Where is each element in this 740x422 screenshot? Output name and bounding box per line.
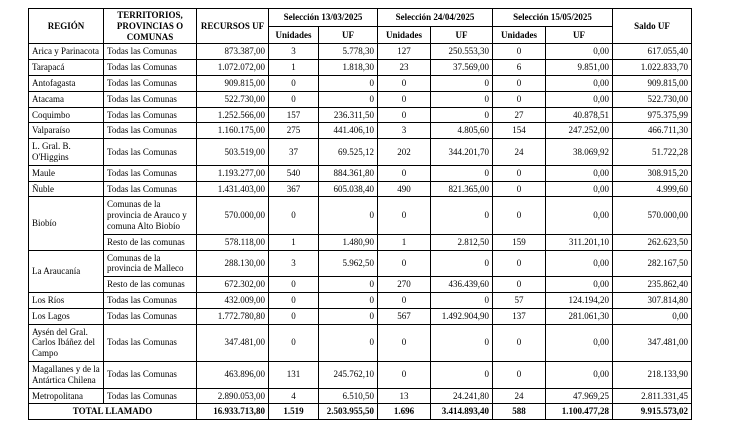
territorio-cell: Todas las Comunas: [104, 44, 197, 60]
territorio-cell: Todas las Comunas: [104, 165, 197, 181]
table-footer: [29, 404, 692, 420]
saldo-uf-cell: 617.055,40: [613, 44, 692, 60]
unidades-cell: 367: [269, 181, 319, 197]
uf-cell: 69.525,12: [319, 139, 378, 166]
uf-cell: 0,00: [546, 75, 613, 91]
saldo-uf-cell: 4.999,60: [613, 181, 692, 197]
unidades-cell: 0: [269, 91, 319, 107]
unidades-cell: 0: [378, 361, 431, 388]
region-cell: Maule: [29, 165, 104, 181]
region-cell: Magallanes y de la Antártica Chilena: [29, 361, 104, 388]
region-cell: Metropolitana: [29, 388, 104, 404]
uf-cell: 0: [319, 324, 378, 361]
table-row: [29, 165, 692, 181]
saldo-uf-cell: 262.623,50: [613, 234, 692, 250]
unidades-cell: 0: [378, 75, 431, 91]
uf-cell: 311.201,10: [546, 234, 613, 250]
total-label: TOTAL LLAMADO: [29, 404, 197, 420]
uf-cell: 0: [319, 277, 378, 293]
unidades-cell: 0: [269, 292, 319, 308]
unidades-cell: 159: [493, 234, 546, 250]
region-cell: Coquimbo: [29, 107, 104, 123]
unidades-cell: 0: [493, 250, 546, 277]
saldo-uf-cell: 282.167,50: [613, 250, 692, 277]
uf-cell: 247.252,00: [546, 123, 613, 139]
territorio-cell: Comunas de la provincia de Malleco: [104, 250, 197, 277]
table-row: [29, 361, 692, 388]
unidades-cell: 270: [378, 277, 431, 293]
recursos-uf-cell: 2.890.053,00: [197, 388, 269, 404]
territorio-cell: Todas las Comunas: [104, 107, 197, 123]
uf-cell: 0,00: [546, 181, 613, 197]
recursos-uf-cell: 909.815,00: [197, 75, 269, 91]
unidades-cell: 157: [269, 107, 319, 123]
saldo-uf-cell: 2.811.331,45: [613, 388, 692, 404]
uf-cell: 821.365,00: [431, 181, 493, 197]
unidades-cell: 6: [493, 60, 546, 76]
unidades-cell: 0: [269, 75, 319, 91]
table-row: [29, 44, 692, 60]
unidades-cell: 540: [269, 165, 319, 181]
uf-cell: 0: [431, 197, 493, 234]
uf-cell: 0: [319, 75, 378, 91]
territorio-cell: Todas las Comunas: [104, 388, 197, 404]
unidades-cell: 0: [493, 277, 546, 293]
uf-cell: 5.962,50: [319, 250, 378, 277]
uf-cell: 0,00: [546, 44, 613, 60]
uf-cell: 0: [319, 197, 378, 234]
total-uf-1: 2.503.955,50: [319, 404, 378, 420]
uf-cell: 124.194,20: [546, 292, 613, 308]
unidades-cell: 57: [493, 292, 546, 308]
uf-cell: 0,00: [546, 91, 613, 107]
header-seleccion-3: Selección 15/05/2025: [493, 9, 613, 27]
uf-cell: 5.778,30: [319, 44, 378, 60]
saldo-uf-cell: 570.000,00: [613, 197, 692, 234]
uf-cell: 344.201,70: [431, 139, 493, 166]
saldo-uf-cell: 0,00: [613, 308, 692, 324]
header-saldo-uf: Saldo UF: [613, 9, 692, 44]
recursos-uf-cell: 873.387,00: [197, 44, 269, 60]
unidades-cell: 567: [378, 308, 431, 324]
table-row: [29, 60, 692, 76]
table-row: [29, 139, 692, 166]
uf-cell: 0: [319, 91, 378, 107]
region-cell: Atacama: [29, 91, 104, 107]
unidades-cell: 0: [493, 324, 546, 361]
unidades-cell: 202: [378, 139, 431, 166]
unidades-cell: 0: [378, 91, 431, 107]
uf-cell: 0: [431, 107, 493, 123]
unidades-cell: 127: [378, 44, 431, 60]
uf-cell: 1.492.904,90: [431, 308, 493, 324]
total-row: [29, 404, 692, 420]
territorio-cell: Todas las Comunas: [104, 308, 197, 324]
header-uf-1: UF: [319, 26, 378, 44]
region-cell: Aysén del Gral. Carlos Ibáñez del Campo: [29, 324, 104, 361]
uf-cell: 245.762,10: [319, 361, 378, 388]
total-uf-2: 3.414.893,40: [431, 404, 493, 420]
territorio-cell: Resto de las comunas: [104, 277, 197, 293]
table-row: [29, 250, 692, 277]
territorio-cell: Comunas de la provincia de Arauco y comuna Alto Biobío: [104, 197, 197, 234]
uf-cell: 0: [431, 324, 493, 361]
saldo-uf-cell: 975.375,99: [613, 107, 692, 123]
saldo-uf-cell: 909.815,00: [613, 75, 692, 91]
unidades-cell: 24: [493, 388, 546, 404]
unidades-cell: 490: [378, 181, 431, 197]
table-row: [29, 75, 692, 91]
uf-cell: 0: [319, 308, 378, 324]
uf-cell: 0,00: [546, 361, 613, 388]
uf-cell: 1.818,30: [319, 60, 378, 76]
uf-cell: 40.878,51: [546, 107, 613, 123]
region-cell: Los Lagos: [29, 308, 104, 324]
uf-cell: 250.553,30: [431, 44, 493, 60]
uf-cell: 281.061,30: [546, 308, 613, 324]
total-saldo-uf: 9.915.573,02: [613, 404, 692, 420]
uf-cell: 0,00: [546, 324, 613, 361]
uf-cell: 0,00: [546, 197, 613, 234]
unidades-cell: 3: [378, 123, 431, 139]
recursos-uf-cell: 522.730,00: [197, 91, 269, 107]
recursos-uf-cell: 503.519,00: [197, 139, 269, 166]
territorio-cell: Todas las Comunas: [104, 91, 197, 107]
header-unidades-1: Unidades: [269, 26, 319, 44]
recursos-uf-cell: 463.896,00: [197, 361, 269, 388]
uf-cell: 0,00: [546, 277, 613, 293]
unidades-cell: 131: [269, 361, 319, 388]
uf-cell: 37.569,00: [431, 60, 493, 76]
uf-cell: 0,00: [546, 165, 613, 181]
saldo-uf-cell: 308.915,20: [613, 165, 692, 181]
unidades-cell: 0: [269, 324, 319, 361]
table-row: [29, 234, 692, 250]
saldo-uf-cell: 466.711,30: [613, 123, 692, 139]
region-cell: Biobío: [29, 197, 104, 250]
resources-table-container: [28, 8, 692, 420]
table-row: [29, 292, 692, 308]
uf-cell: 436.439,60: [431, 277, 493, 293]
territorio-cell: Todas las Comunas: [104, 361, 197, 388]
unidades-cell: 0: [269, 308, 319, 324]
recursos-uf-cell: 288.130,00: [197, 250, 269, 277]
uf-cell: 9.851,00: [546, 60, 613, 76]
uf-cell: 47.969,25: [546, 388, 613, 404]
uf-cell: 2.812,50: [431, 234, 493, 250]
uf-cell: 1.480,90: [319, 234, 378, 250]
recursos-uf-cell: 1.772.780,80: [197, 308, 269, 324]
unidades-cell: 0: [378, 107, 431, 123]
uf-cell: 441.406,10: [319, 123, 378, 139]
unidades-cell: 0: [378, 292, 431, 308]
header-unidades-2: Unidades: [378, 26, 431, 44]
header-seleccion-1: Selección 13/03/2025: [269, 9, 378, 27]
recursos-uf-cell: 1.193.277,00: [197, 165, 269, 181]
territorio-cell: Todas las Comunas: [104, 292, 197, 308]
unidades-cell: 0: [493, 75, 546, 91]
recursos-uf-cell: 672.302,00: [197, 277, 269, 293]
unidades-cell: 0: [378, 324, 431, 361]
uf-cell: 0: [319, 292, 378, 308]
total-unidades-1: 1.519: [269, 404, 319, 420]
region-cell: Los Ríos: [29, 292, 104, 308]
region-cell: Valparaíso: [29, 123, 104, 139]
saldo-uf-cell: 522.730,00: [613, 91, 692, 107]
unidades-cell: 27: [493, 107, 546, 123]
recursos-uf-cell: 578.118,00: [197, 234, 269, 250]
table-row: [29, 324, 692, 361]
unidades-cell: 13: [378, 388, 431, 404]
total-unidades-3: 588: [493, 404, 546, 420]
region-cell: Tarapacá: [29, 60, 104, 76]
recursos-uf-cell: 347.481,00: [197, 324, 269, 361]
saldo-uf-cell: 235.862,40: [613, 277, 692, 293]
uf-cell: 605.038,40: [319, 181, 378, 197]
territorio-cell: Todas las Comunas: [104, 324, 197, 361]
table-row: [29, 91, 692, 107]
unidades-cell: 154: [493, 123, 546, 139]
region-cell: L. Gral. B. O'Higgins: [29, 139, 104, 166]
header-territorios: TERRITORIOS, PROVINCIAS O COMUNAS: [104, 9, 197, 44]
header-unidades-3: Unidades: [493, 26, 546, 44]
total-unidades-2: 1.696: [378, 404, 431, 420]
table-row: [29, 197, 692, 234]
recursos-uf-cell: 1.431.403,00: [197, 181, 269, 197]
unidades-cell: 0: [269, 277, 319, 293]
resources-table: [28, 8, 692, 420]
saldo-uf-cell: 1.022.833,70: [613, 60, 692, 76]
unidades-cell: 0: [378, 165, 431, 181]
saldo-uf-cell: 51.722,28: [613, 139, 692, 166]
recursos-uf-cell: 1.072.072,00: [197, 60, 269, 76]
recursos-uf-cell: 1.252.566,00: [197, 107, 269, 123]
unidades-cell: 23: [378, 60, 431, 76]
uf-cell: 0: [431, 361, 493, 388]
saldo-uf-cell: 218.133,90: [613, 361, 692, 388]
uf-cell: 0: [431, 75, 493, 91]
table-header: [29, 9, 692, 44]
unidades-cell: 0: [493, 165, 546, 181]
unidades-cell: 24: [493, 139, 546, 166]
recursos-uf-cell: 432.009,00: [197, 292, 269, 308]
table-row: [29, 181, 692, 197]
header-seleccion-2: Selección 24/04/2025: [378, 9, 493, 27]
unidades-cell: 0: [378, 250, 431, 277]
header-uf-2: UF: [431, 26, 493, 44]
header-region: REGIÓN: [29, 9, 104, 44]
saldo-uf-cell: 347.481,00: [613, 324, 692, 361]
header-uf-3: UF: [546, 26, 613, 44]
header-row-1: [29, 9, 692, 27]
total-uf-3: 1.100.477,28: [546, 404, 613, 420]
table-body: [29, 44, 692, 404]
uf-cell: 236.311,50: [319, 107, 378, 123]
uf-cell: 0: [431, 165, 493, 181]
unidades-cell: 4: [269, 388, 319, 404]
territorio-cell: Todas las Comunas: [104, 123, 197, 139]
unidades-cell: 1: [269, 234, 319, 250]
unidades-cell: 0: [493, 44, 546, 60]
table-row: [29, 107, 692, 123]
territorio-cell: Todas las Comunas: [104, 139, 197, 166]
header-recursos-uf: RECURSOS UF: [197, 9, 269, 44]
uf-cell: 0,00: [546, 250, 613, 277]
unidades-cell: 0: [493, 361, 546, 388]
uf-cell: 884.361,80: [319, 165, 378, 181]
table-row: [29, 388, 692, 404]
unidades-cell: 0: [378, 197, 431, 234]
uf-cell: 4.805,60: [431, 123, 493, 139]
unidades-cell: 137: [493, 308, 546, 324]
uf-cell: 0: [431, 91, 493, 107]
uf-cell: 0: [431, 250, 493, 277]
saldo-uf-cell: 307.814,80: [613, 292, 692, 308]
uf-cell: 24.241,80: [431, 388, 493, 404]
unidades-cell: 0: [493, 197, 546, 234]
table-row: [29, 308, 692, 324]
territorio-cell: Todas las Comunas: [104, 181, 197, 197]
recursos-uf-cell: 1.160.175,00: [197, 123, 269, 139]
unidades-cell: 3: [269, 44, 319, 60]
table-row: [29, 277, 692, 293]
table-row: [29, 123, 692, 139]
unidades-cell: 1: [378, 234, 431, 250]
territorio-cell: Todas las Comunas: [104, 75, 197, 91]
unidades-cell: 275: [269, 123, 319, 139]
unidades-cell: 0: [493, 91, 546, 107]
region-cell: Ñuble: [29, 181, 104, 197]
region-cell: Arica y Parinacota: [29, 44, 104, 60]
uf-cell: 6.510,50: [319, 388, 378, 404]
territorio-cell: Resto de las comunas: [104, 234, 197, 250]
recursos-uf-cell: 570.000,00: [197, 197, 269, 234]
unidades-cell: 0: [269, 197, 319, 234]
unidades-cell: 1: [269, 60, 319, 76]
uf-cell: 38.069,92: [546, 139, 613, 166]
region-cell: Antofagasta: [29, 75, 104, 91]
total-recursos-uf: 16.933.713,80: [197, 404, 269, 420]
unidades-cell: 0: [493, 181, 546, 197]
unidades-cell: 3: [269, 250, 319, 277]
unidades-cell: 37: [269, 139, 319, 166]
uf-cell: 0: [431, 292, 493, 308]
region-cell: La Araucanía: [29, 250, 104, 292]
territorio-cell: Todas las Comunas: [104, 60, 197, 76]
